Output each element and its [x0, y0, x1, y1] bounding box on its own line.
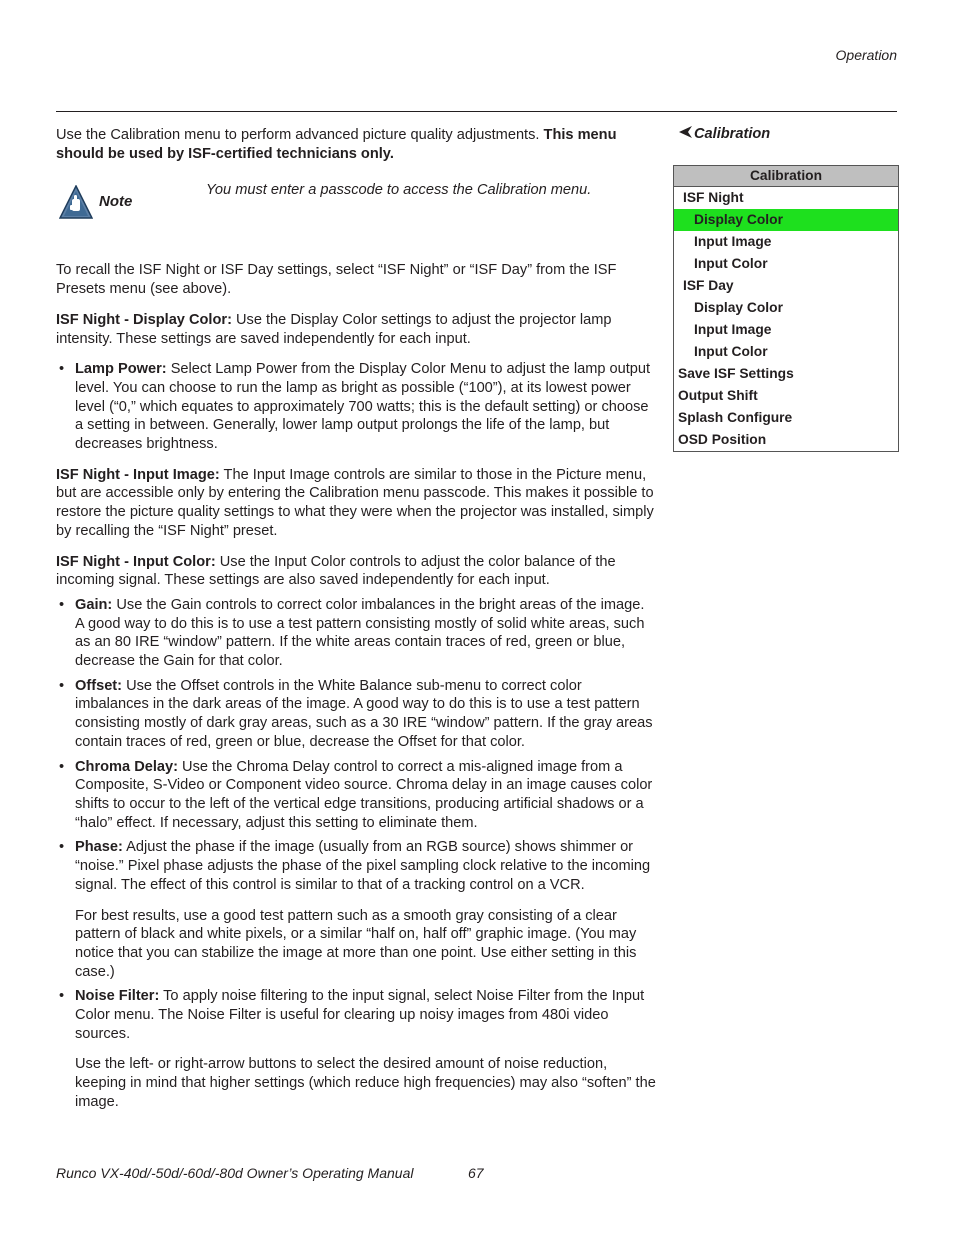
- phase-note-paragraph: For best results, use a good test pattern such as a smooth gray consisting of a clear pattern of black and white pixels, or a similar “half on, half off” graphic image. (You may notice that you can stabilize the image at more than one point. Use either setting in this case.): [75, 907, 637, 980]
- recall-paragraph: To recall the ISF Night or ISF Day settings, select “ISF Night” or “ISF Day” from the ISF Presets menu (see above).: [56, 262, 617, 298]
- running-header: Operation: [835, 47, 897, 63]
- input-image-paragraph: ISF Night - Input Image: The Input Image controls are similar to those in the Picture menu, but are accessible only by entering the Calibration menu passcode. This makes it possible to restore the picture quality settings to what they were when the projector was installed, simply by recalling the “ISF Night” preset.: [56, 466, 654, 539]
- menu-item[interactable]: Output Shift: [678, 388, 758, 403]
- sidebar-heading: Calibration: [678, 126, 770, 142]
- menu-item[interactable]: Input Image: [694, 234, 772, 249]
- menu-item[interactable]: Input Color: [694, 256, 768, 271]
- input-color-list: [56, 596, 656, 895]
- noise-filter-list: [56, 987, 656, 1043]
- menu-item[interactable]: Splash Configure: [678, 410, 793, 425]
- menu-item[interactable]: ISF Night: [683, 190, 744, 205]
- note-hand-icon: [59, 185, 93, 219]
- list-item: • Phase: Adjust the phase if the image (usually from an RGB source) shows shimmer or “noise.” Pixel phase adjusts the phase of the pixel sampling clock relative to the incoming signal. The effect of this control is similar to that of a tracking control on a VCR.: [56, 838, 656, 894]
- list-item: • Lamp Power: Select Lamp Power from the Display Color Menu to adjust the lamp output level. You can choose to run the lamp as bright as possible (“100”), at its lowest power level (“0,” which equates to approximately 700 watts; this is the default setting) or choose a setting in between. Generally, lower lamp output prolongs the life of the lamp, but decreases brightness.: [56, 360, 656, 454]
- note-block: [56, 183, 656, 249]
- menu-title: Calibration: [674, 166, 898, 187]
- note-label: Note: [99, 193, 133, 211]
- main-content: [56, 126, 656, 1118]
- header-rule: [56, 111, 897, 112]
- footer-manual-title: Runco VX-40d/-50d/-60d/-80d Owner’s Operating Manual: [56, 1165, 414, 1181]
- noise-note-paragraph: Use the left- or right-arrow buttons to select the desired amount of noise reduction, keeping in mind that higher settings (which reduce high frequencies) may also “soften” the image.: [75, 1056, 656, 1110]
- list-item: • Offset: Use the Offset controls in the White Balance sub-menu to correct color imbalances in the dark areas of the image. A good way to do this is to use a test pattern consisting mostly of dark gray areas, such as a 30 IRE “window” pattern. If the gray areas contain traces of red, green or blue, decrease the Offset for that color.: [56, 677, 656, 752]
- display-color-heading: ISF Night - Display Color:: [56, 311, 232, 328]
- list-item: • Chroma Delay: Use the Chroma Delay control to correct a mis-aligned image from a Composite, S-Video or Component video source. Chroma delay in an image causes color shifts to occur to the left of the vertical edge transitions, producing artificial shadows or a “halo” effect. If necessary, adjust this setting to eliminate them.: [56, 758, 656, 833]
- menu-item[interactable]: Display Color: [694, 300, 783, 315]
- menu-item[interactable]: Input Image: [694, 322, 772, 337]
- arrowhead-left-icon: [678, 126, 694, 138]
- display-color-list: [56, 360, 656, 454]
- intro-warning: This menu should be used by ISF-certified technicians only.: [56, 127, 617, 162]
- menu-item[interactable]: OSD Position: [678, 432, 767, 447]
- menu-item[interactable]: Display Color: [674, 209, 898, 231]
- display-color-paragraph: ISF Night - Display Color: Use the Display Color settings to adjust the projector lamp intensity. These settings are saved independently for each input.: [56, 311, 612, 347]
- input-color-heading: ISF Night - Input Color:: [56, 553, 216, 570]
- menu-item[interactable]: Input Color: [694, 344, 768, 359]
- page-number: 67: [468, 1165, 484, 1181]
- menu-item[interactable]: Save ISF Settings: [678, 366, 794, 381]
- calibration-menu: [673, 165, 899, 452]
- intro-paragraph: Use the Calibration menu to perform advanced picture quality adjustments. This menu should be used by ISF-certified technicians only.: [56, 127, 617, 162]
- list-item: • Noise Filter: To apply noise filtering to the input signal, select Noise Filter from the Input Color menu. The Noise Filter is useful for clearing up noisy images from 480i video sources.: [56, 987, 656, 1043]
- input-image-heading: ISF Night - Input Image:: [56, 466, 220, 483]
- menu-item[interactable]: ISF Day: [683, 278, 734, 293]
- note-text: You must enter a passcode to access the Calibration menu.: [206, 182, 592, 199]
- list-item: • Gain: Use the Gain controls to correct color imbalances in the bright areas of the image. A good way to do this is to use a test pattern consisting mostly of solid white areas, such as an 80 IRE “window” pattern. If the white areas contain traces of red, green or blue, decrease the Gain for that color.: [56, 596, 656, 671]
- input-color-paragraph: ISF Night - Input Color: Use the Input Color controls to adjust the color balance of the incoming signal. These settings are also saved independently for each input.: [56, 553, 616, 589]
